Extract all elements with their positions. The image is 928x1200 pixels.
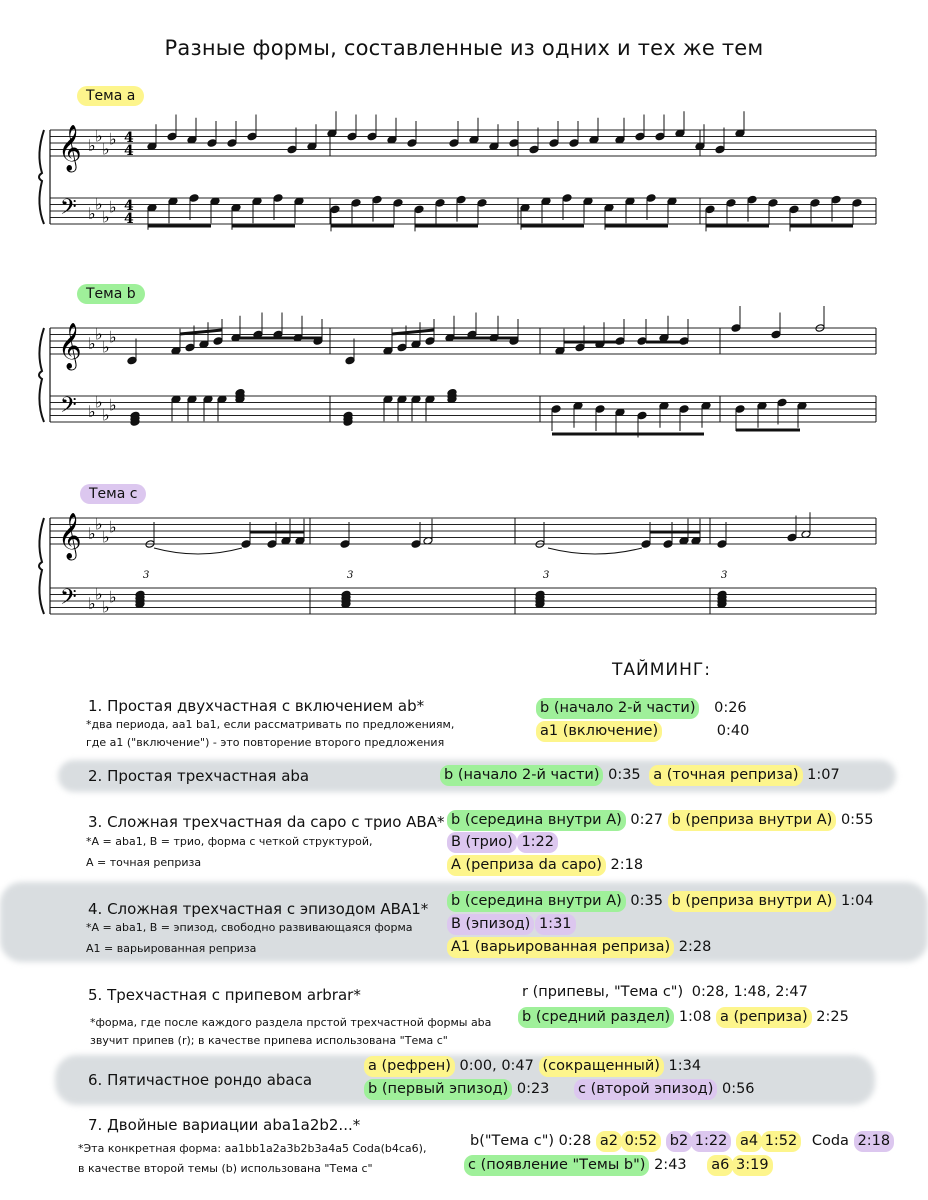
flat-icon: ♭ bbox=[88, 334, 96, 353]
notehead bbox=[267, 540, 277, 549]
form-6-timing-label-2: (сокращенный) bbox=[539, 1056, 664, 1077]
time-signature-top: 4 bbox=[124, 198, 134, 214]
notehead bbox=[787, 533, 797, 542]
form-7-timing-time-6: 2:43 bbox=[654, 1157, 687, 1173]
form-4-note-line-1: *A = aba1, B = эпизод, свободно развивающаяся форма bbox=[86, 921, 413, 934]
brace bbox=[39, 328, 44, 422]
notehead bbox=[340, 540, 350, 549]
notehead bbox=[435, 199, 445, 208]
form-3-title: 3. Сложная трехчастная da capo с трио ABA* bbox=[88, 813, 445, 831]
flat-icon: ♭ bbox=[88, 136, 96, 155]
notehead bbox=[637, 337, 647, 346]
notehead bbox=[477, 199, 487, 208]
form-5-timing-time-1: 0:28, 1:48, 2:47 bbox=[691, 984, 808, 1000]
notehead bbox=[347, 132, 357, 141]
form-1-timing-label-1: b (начало 2-й части) bbox=[536, 698, 699, 719]
form-6-timing-time-4: 0:56 bbox=[721, 1081, 755, 1097]
notehead bbox=[655, 132, 665, 141]
form-4-title: 4. Сложная трехчастная с эпизодом ABA1* bbox=[88, 900, 429, 918]
form-5-timing-label-1: r (припевы, "Тема c") bbox=[522, 984, 684, 1000]
form-7-timing-label-4: a4 bbox=[736, 1131, 762, 1152]
form-2-timing-time-2: 1:07 bbox=[807, 767, 840, 783]
notehead bbox=[351, 199, 361, 208]
form-2-timing-label-2: a (точная реприза) bbox=[649, 765, 802, 786]
notehead bbox=[771, 330, 781, 339]
flat-icon: ♭ bbox=[102, 597, 110, 617]
brace bbox=[39, 518, 44, 614]
notehead bbox=[549, 139, 559, 148]
notehead bbox=[635, 132, 645, 141]
notehead bbox=[456, 195, 466, 204]
flat-icon: ♭ bbox=[95, 194, 103, 214]
form-6-timing-time-1: 0:00, 0:47 bbox=[459, 1058, 534, 1074]
form-3-timing-label-1: b (середина внутри A) bbox=[447, 810, 626, 831]
theme-b-label: Тема b bbox=[77, 284, 145, 304]
flat-icon: ♭ bbox=[109, 129, 117, 149]
notehead bbox=[367, 132, 377, 141]
theme-c-label: Тема c bbox=[80, 484, 146, 504]
form-7-timing-label-5: Coda bbox=[811, 1133, 849, 1149]
form-7-timing-time-1: 0:28 bbox=[558, 1133, 592, 1149]
form-3-timing-time-3: 1:22 bbox=[517, 832, 558, 853]
form-4-timing-time-4: 2:28 bbox=[678, 939, 712, 955]
form-4-timing-time-1: 0:35 bbox=[630, 893, 663, 909]
notehead bbox=[715, 145, 725, 154]
bass-clef-icon: 𝄢 bbox=[60, 585, 77, 615]
flat-icon: ♭ bbox=[102, 207, 110, 227]
notehead bbox=[407, 139, 417, 148]
notehead bbox=[726, 199, 736, 208]
form-7-timing-row-2 bbox=[464, 1155, 773, 1176]
form-5-timing-row-2 bbox=[518, 1007, 849, 1028]
form-6-timing-label-4: c (второй эпизод) bbox=[574, 1079, 717, 1100]
form-5-note-line-1: *форма, где после каждого раздела прстой трехчастной формы aba bbox=[90, 1016, 492, 1029]
form-3-note-line-1: *A = aba1, B = трио, форма с четкой структурой, bbox=[86, 835, 373, 848]
form-3-timing-time-1: 0:27 bbox=[630, 812, 663, 828]
form-5-timing-time-3: 2:25 bbox=[816, 1009, 849, 1025]
form-6-timing-label-3: b (первый эпизод) bbox=[364, 1079, 512, 1100]
flat-icon: ♭ bbox=[109, 587, 117, 607]
notehead bbox=[167, 132, 177, 141]
notehead bbox=[207, 139, 217, 148]
form-4-timing-time-2: 1:04 bbox=[840, 893, 874, 909]
form-7-timing-time-2: 0:52 bbox=[621, 1131, 662, 1152]
flat-icon: ♭ bbox=[102, 405, 110, 425]
theme-a-label: Тема a bbox=[77, 86, 144, 106]
notehead bbox=[213, 337, 223, 346]
form-3-timing-label-2: b (реприза внутри A) bbox=[668, 810, 837, 831]
triplet-marker: 3 bbox=[543, 570, 550, 581]
notehead bbox=[735, 405, 745, 414]
form-7-note-line-1: *Эта конкретная форма: aa1bb1a2a3b2b3a4a5 Coda(b4ca6), bbox=[78, 1142, 427, 1155]
form-7-timing-label-3: b2 bbox=[666, 1131, 692, 1152]
form-6-timing-time-2: 1:34 bbox=[668, 1058, 702, 1074]
form-1-timing-time-2: 0:40 bbox=[716, 723, 750, 739]
treble-clef-icon: 𝄞 bbox=[58, 323, 82, 369]
beam bbox=[392, 330, 434, 334]
form-6-title: 6. Пятичастное рондо abaca bbox=[88, 1071, 313, 1089]
notehead bbox=[852, 199, 862, 208]
notehead bbox=[663, 540, 673, 549]
form-7-timing-time-5: 2:18 bbox=[854, 1131, 895, 1152]
flat-icon: ♭ bbox=[109, 395, 117, 415]
notehead bbox=[414, 205, 424, 214]
form-7-note-line-2: в качестве второй темы (b) использована "Тема c" bbox=[78, 1162, 373, 1175]
form-2-title: 2. Простая трехчастная aba bbox=[88, 767, 310, 785]
score-theme-a bbox=[0, 100, 928, 250]
form-4-timing-row-3 bbox=[447, 937, 711, 958]
notehead bbox=[637, 411, 647, 420]
notehead bbox=[529, 145, 539, 154]
form-2-timing-label-1: b (начало 2-й части) bbox=[440, 765, 603, 786]
form-4-timing-label-3: B (эпизод) bbox=[447, 914, 534, 935]
form-3-timing-label-4: A (реприза da capo) bbox=[447, 855, 606, 876]
form-6-timing-label-1: a (рефрен) bbox=[364, 1056, 455, 1077]
notehead bbox=[768, 199, 778, 208]
form-1-timing-row-1 bbox=[536, 698, 747, 719]
form-4-timing-label-4: A1 (варьированная реприза) bbox=[447, 937, 674, 958]
time-signature-bottom: 4 bbox=[124, 211, 134, 227]
flat-icon: ♭ bbox=[95, 324, 103, 344]
notehead bbox=[575, 343, 585, 352]
notehead bbox=[345, 356, 355, 365]
flat-icon: ♭ bbox=[95, 126, 103, 146]
triplet-marker: 3 bbox=[347, 570, 354, 581]
notehead bbox=[810, 199, 820, 208]
triplet-marker: 3 bbox=[143, 570, 150, 581]
form-6-timing-row-2 bbox=[364, 1079, 755, 1100]
form-5-timing-label-3: a (реприза) bbox=[716, 1007, 812, 1028]
flat-icon: ♭ bbox=[88, 524, 96, 543]
tie bbox=[154, 548, 242, 554]
form-4-timing-label-1: b (середина внутри A) bbox=[447, 891, 626, 912]
form-7-timing-label-7: a6 bbox=[707, 1155, 733, 1176]
form-1-title: 1. Простая двухчастная с включением ab* bbox=[88, 697, 425, 715]
page-title: Разные формы, составленные из одних и тех же тем bbox=[164, 36, 764, 60]
notehead bbox=[562, 194, 572, 203]
notehead bbox=[509, 139, 519, 148]
form-3-timing-row-1 bbox=[447, 810, 874, 831]
flat-icon: ♭ bbox=[102, 139, 110, 159]
form-4-timing-row-1 bbox=[447, 891, 874, 912]
form-2-timing-row bbox=[440, 765, 840, 786]
form-3-timing-label-3: B (трио) bbox=[447, 832, 517, 853]
form-7-timing-label-1: b("Тема c") bbox=[470, 1133, 555, 1149]
notehead bbox=[247, 132, 257, 141]
flat-icon: ♭ bbox=[102, 527, 110, 547]
form-3-timing-row-3 bbox=[447, 855, 643, 876]
bass-clef-icon: 𝄢 bbox=[60, 393, 77, 423]
form-1-timing-row-2 bbox=[536, 721, 749, 742]
notehead bbox=[551, 405, 561, 414]
form-5-title: 5. Трехчастная с припевом arbrar* bbox=[88, 986, 361, 1004]
form-1-timing-label-2: a1 (включение) bbox=[536, 721, 662, 742]
form-1-timing-time-1: 0:26 bbox=[714, 700, 747, 716]
notehead bbox=[705, 205, 715, 214]
score-theme-b bbox=[0, 298, 928, 448]
notehead bbox=[569, 139, 579, 148]
form-5-note-line-2: звучит припев (r); в качестве припева использована "Тема c" bbox=[90, 1034, 448, 1047]
notehead bbox=[185, 343, 195, 352]
form-7-timing-time-3: 1:22 bbox=[691, 1131, 732, 1152]
flat-icon: ♭ bbox=[109, 517, 117, 537]
notehead bbox=[287, 145, 297, 154]
notehead bbox=[679, 405, 689, 414]
notehead bbox=[189, 194, 199, 203]
brace bbox=[39, 130, 44, 224]
notehead bbox=[449, 139, 459, 148]
form-4-timing-time-3: 1:31 bbox=[535, 914, 576, 935]
form-7-title: 7. Двойные вариации aba1a2b2...* bbox=[88, 1116, 361, 1134]
flat-icon: ♭ bbox=[95, 514, 103, 534]
notehead bbox=[595, 405, 605, 414]
form-4-timing-row-2 bbox=[447, 914, 576, 935]
notehead bbox=[717, 540, 727, 549]
notehead bbox=[425, 337, 435, 346]
time-signature-bottom: 4 bbox=[124, 143, 134, 159]
form-7-timing-row-1 bbox=[470, 1131, 894, 1152]
form-6-timing-row-1 bbox=[364, 1056, 701, 1077]
notehead bbox=[273, 194, 283, 203]
form-7-timing-label-6: c (появление "Темы b") bbox=[464, 1155, 649, 1176]
flat-icon: ♭ bbox=[102, 337, 110, 357]
notehead bbox=[731, 324, 741, 333]
form-1-note-line-1: *два периода, aa1 ba1, если рассматривать по предложениям, bbox=[86, 718, 455, 731]
form-5-timing-label-2: b (средний раздел) bbox=[518, 1007, 674, 1028]
flat-icon: ♭ bbox=[109, 197, 117, 217]
flat-icon: ♭ bbox=[88, 204, 96, 223]
timing-heading: ТАЙМИНГ: bbox=[612, 660, 711, 680]
form-3-timing-time-2: 0:55 bbox=[840, 812, 874, 828]
form-6-timing-time-3: 0:23 bbox=[516, 1081, 550, 1097]
form-3-timing-time-4: 2:18 bbox=[610, 857, 644, 873]
notehead bbox=[646, 194, 656, 203]
tie bbox=[548, 548, 642, 554]
notehead bbox=[241, 540, 251, 549]
treble-clef-icon: 𝄞 bbox=[58, 125, 82, 171]
flat-icon: ♭ bbox=[95, 392, 103, 412]
flat-icon: ♭ bbox=[88, 402, 96, 421]
notehead bbox=[397, 343, 407, 352]
treble-clef-icon: 𝄞 bbox=[58, 513, 82, 559]
notehead bbox=[747, 195, 757, 204]
form-2-timing-time-1: 0:35 bbox=[608, 767, 641, 783]
notehead bbox=[393, 199, 403, 208]
form-3-note-line-2: A = точная реприза bbox=[86, 856, 202, 869]
time-signature-top: 4 bbox=[124, 130, 134, 146]
form-4-note-line-2: A1 = варьированная реприза bbox=[86, 942, 257, 955]
notehead bbox=[831, 195, 841, 204]
notehead bbox=[227, 139, 237, 148]
form-5-timing-time-2: 1:08 bbox=[678, 1009, 712, 1025]
notehead bbox=[641, 540, 651, 549]
form-5-timing-row-1 bbox=[522, 984, 808, 1000]
flat-icon: ♭ bbox=[109, 327, 117, 347]
form-1-note-line-2: где a1 ("включение") - это повторение второго предложения bbox=[86, 736, 445, 749]
form-3-timing-row-2 bbox=[447, 832, 558, 853]
notehead bbox=[777, 398, 787, 407]
notehead bbox=[330, 205, 340, 214]
notehead bbox=[372, 195, 382, 204]
beam bbox=[180, 330, 222, 334]
score-theme-c bbox=[0, 498, 928, 638]
triplet-marker: 3 bbox=[721, 570, 728, 581]
flat-icon: ♭ bbox=[95, 584, 103, 604]
form-7-timing-label-2: a2 bbox=[596, 1131, 622, 1152]
notehead bbox=[127, 356, 137, 365]
form-7-timing-time-4: 1:52 bbox=[761, 1131, 802, 1152]
notehead bbox=[411, 540, 421, 549]
form-4-timing-label-2: b (реприза внутри A) bbox=[668, 891, 837, 912]
form-7-timing-time-7: 3:19 bbox=[732, 1155, 773, 1176]
bass-clef-icon: 𝄢 bbox=[60, 195, 77, 225]
notehead bbox=[789, 205, 799, 214]
flat-icon: ♭ bbox=[88, 594, 96, 613]
